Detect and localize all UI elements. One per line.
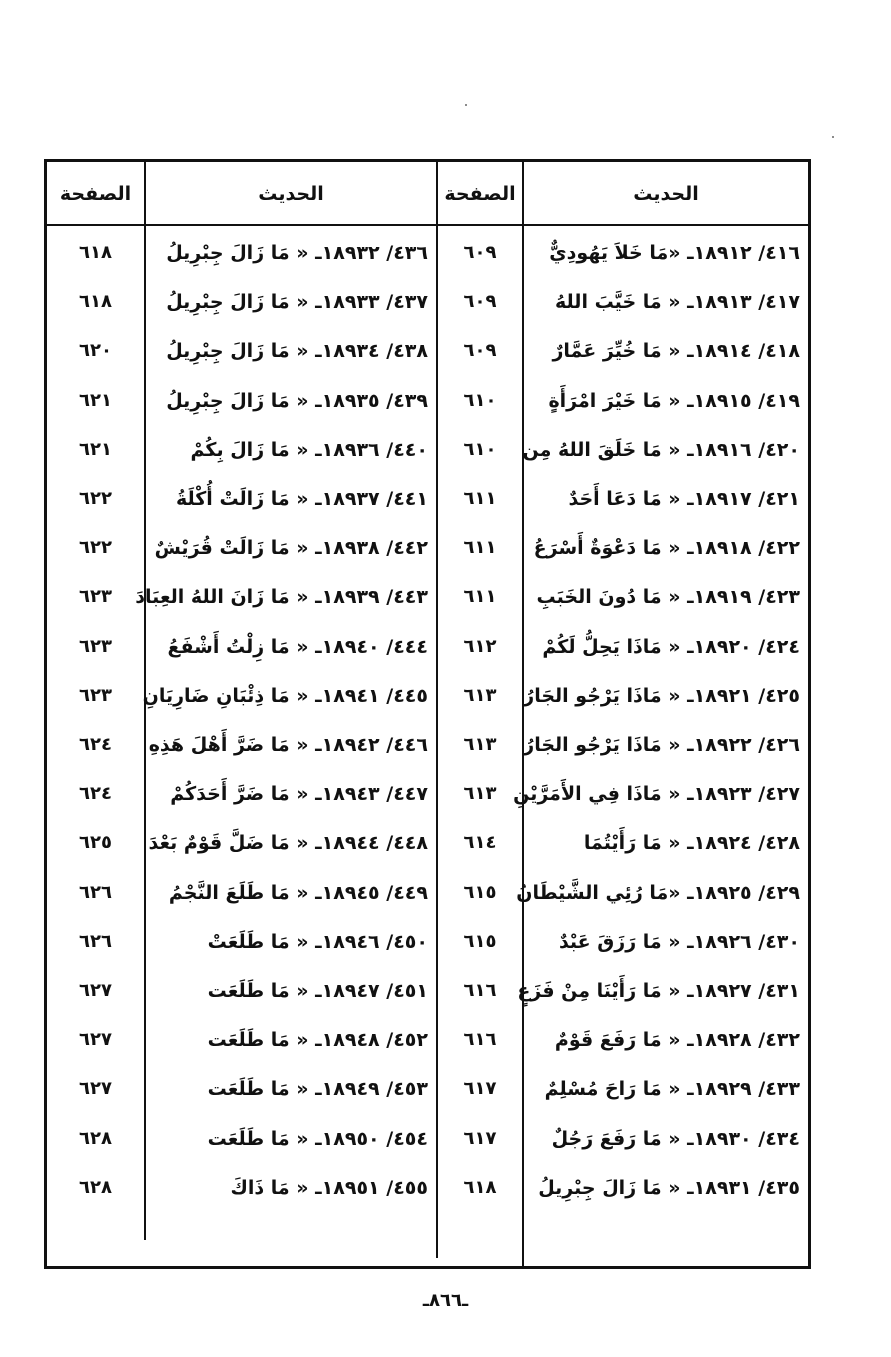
page-ref: ٦١٣ [463, 783, 497, 804]
page-ref: ٦٢٢ [79, 488, 112, 509]
page-ref: ٦١٣ [463, 734, 497, 755]
page-ref: ٦١٨ [79, 242, 112, 263]
page-ref: ٦٢٣ [79, 685, 112, 706]
hadith-entry: ٤١٨/ ١٨٩١٤ـ « مَا خُيِّرَ عَمَّارٌ [552, 340, 800, 362]
hadith-entry: ٤٣٦/ ١٨٩٣٢ـ « مَا زَالَ جِبْرِيلُ [166, 242, 428, 264]
page-ref: ٦٢٠ [79, 340, 112, 361]
hadith-entry: ٤٤٥/ ١٨٩٤١ـ « مَا ذِئْبَانِ ضَارِيَانِ [142, 685, 428, 707]
page-ref: ٦٢٤ [79, 734, 112, 755]
page-ref: ٦٢٧ [79, 1078, 112, 1099]
page-ref: ٦٢٥ [79, 832, 112, 853]
page-ref: ٦١٥ [463, 931, 497, 952]
page-ref: ٦٢٣ [79, 636, 112, 657]
page-ref: ٦١١ [463, 488, 497, 509]
hadith-entry: ٤١٧/ ١٨٩١٣ـ « مَا خَيَّبَ اللهُ [555, 291, 800, 313]
page-ref: ٦١٦ [463, 1029, 497, 1050]
hadith-entry: ٤٥٣/ ١٨٩٤٩ـ « مَا طَلَعَت [207, 1078, 428, 1100]
hadith-entry: ٤٣٠/ ١٨٩٢٦ـ « مَا رَزَقَ عَبْدٌ [558, 931, 800, 953]
hadith-entry: ٤٥٠/ ١٨٩٤٦ـ « مَا طَلَعَتْ [207, 931, 428, 953]
header-divider [47, 224, 808, 226]
header-page-left: الصفحة [59, 183, 132, 205]
page-ref: ٦١٣ [463, 685, 497, 706]
hadith-entry: ٤٤٩/ ١٨٩٤٥ـ « مَا طَلَعَ النَّجْمُ [168, 882, 428, 904]
hadith-entry: ٤٤٤/ ١٨٩٤٠ـ « مَا زِلْتُ أَشْفَعُ [167, 636, 428, 658]
hadith-entry: ٤٣٩/ ١٨٩٣٥ـ « مَا زَالَ جِبْرِيلُ [166, 390, 428, 412]
page-ref: ٦٢٧ [79, 1029, 112, 1050]
index-table [44, 159, 811, 1269]
page-ref: ٦٠٩ [463, 291, 497, 312]
hadith-entry: ٤٢٨/ ١٨٩٢٤ـ « مَا رَأَيْتُمَا [583, 832, 800, 854]
page-ref: ٦٢٨ [79, 1177, 112, 1198]
page-ref: ٦٠٩ [463, 242, 497, 263]
scan-speck [832, 136, 834, 138]
hadith-entry: ٤٤٣/ ١٨٩٣٩ـ « مَا زَانَ اللهُ العِبَادَ [135, 586, 428, 608]
hadith-entry: ٤٤٠/ ١٨٩٣٦ـ « مَا زَالَ بِكُمْ [190, 439, 428, 461]
page-ref: ٦١٢ [463, 636, 497, 657]
page-ref: ٦١٧ [463, 1078, 497, 1099]
page-ref: ٦١١ [463, 537, 497, 558]
hadith-entry: ٤١٦/ ١٨٩١٢ـ «مَا خَلاَ يَهُودِيٌّ [549, 242, 800, 264]
hadith-entry: ٤٢٩/ ١٨٩٢٥ـ «مَا رُئِي الشَّيْطَانُ [516, 882, 800, 904]
page-ref: ٦٢٣ [79, 586, 112, 607]
page-number: ـ٨٦٦ـ [422, 1290, 469, 1311]
page-ref: ٦٢٦ [79, 931, 112, 952]
page-ref: ٦١٤ [463, 832, 497, 853]
page-ref: ٦١٠ [463, 439, 497, 460]
hadith-entry: ٤٤٨/ ١٨٩٤٤ـ « مَا ضَلَّ قَوْمٌ بَعْدَ [148, 832, 428, 854]
page-ref: ٦٢٧ [79, 980, 112, 1001]
page-ref: ٦٢٢ [79, 537, 112, 558]
page-ref: ٦٢٦ [79, 882, 112, 903]
page-ref: ٦٢٤ [79, 783, 112, 804]
header-hadith-left: الحديث [258, 183, 324, 205]
page-ref: ٦١٦ [463, 980, 497, 1001]
hadith-entry: ٤٣٨/ ١٨٩٣٤ـ « مَا زَالَ جِبْرِيلُ [166, 340, 428, 362]
page-ref: ٦٢٨ [79, 1128, 112, 1149]
hadith-entry: ٤٢٧/ ١٨٩٢٣ـ « مَاذَا فِي الأَمَرَّيْنِ [513, 783, 800, 805]
hadith-entry: ٤٤١/ ١٨٩٣٧ـ « مَا زَالَتْ أُكْلَةُ [175, 488, 428, 510]
hadith-entry: ٤٤٧/ ١٨٩٤٣ـ « مَا ضَرَّ أَحَدَكُمْ [170, 783, 428, 805]
page-ref: ٦١١ [463, 586, 497, 607]
page-ref: ٦٢١ [79, 390, 112, 411]
hadith-entry: ٤٣٧/ ١٨٩٣٣ـ « مَا زَالَ جِبْرِيلُ [166, 291, 428, 313]
hadith-entry: ٤٢٥/ ١٨٩٢١ـ « مَاذَا يَرْجُو الجَارُ [523, 685, 800, 707]
hadith-entry: ٤٣١/ ١٨٩٢٧ـ « مَا رَأَيْنَا مِنْ فَزَعٍ [517, 980, 800, 1002]
hadith-entry: ٤١٩/ ١٨٩١٥ـ « مَا خَيْرَ امْرَأَةٍ [548, 390, 800, 412]
page-ref: ٦٠٩ [463, 340, 497, 361]
hadith-entry: ٤٢٠/ ١٨٩١٦ـ « مَا خَلَقَ اللهُ مِن [522, 439, 800, 461]
hadith-entry: ٤٣٥/ ١٨٩٣١ـ « مَا زَالَ جِبْرِيلُ [538, 1177, 800, 1199]
hadith-entry: ٤٥١/ ١٨٩٤٧ـ « مَا طَلَعَت [207, 980, 428, 1002]
page-ref: ٦٢١ [79, 439, 112, 460]
hadith-entry: ٤٣٢/ ١٨٩٢٨ـ « مَا رَفَعَ قَوْمٌ [554, 1029, 800, 1051]
page-ref: ٦١٨ [79, 291, 112, 312]
hadith-entry: ٤٣٤/ ١٨٩٣٠ـ « مَا رَفَعَ رَجُلٌ [551, 1128, 800, 1150]
hadith-entry: ٤٥٢/ ١٨٩٤٨ـ « مَا طَلَعَت [207, 1029, 428, 1051]
page-ref: ٦١٠ [463, 390, 497, 411]
hadith-entry: ٤٢٤/ ١٨٩٢٠ـ « مَاذَا يَحِلُّ لَكُمْ [542, 636, 800, 658]
hadith-entry: ٤٤٢/ ١٨٩٣٨ـ « مَا زَالَتْ قُرَيْشٌ [154, 537, 428, 559]
page-ref: ٦١٥ [463, 882, 497, 903]
scan-speck [465, 104, 467, 106]
hadith-entry: ٤٢٦/ ١٨٩٢٢ـ « مَاذَا يَرْجُو الجَارُ [523, 734, 800, 756]
hadith-entry: ٤٥٥/ ١٨٩٥١ـ « مَا ذَاكَ [230, 1177, 428, 1199]
header-page-right: الصفحة [444, 183, 516, 205]
hadith-entry: ٤٤٦/ ١٨٩٤٢ـ « مَا ضَرَّ أَهْلَ هَذِهِ [148, 734, 428, 756]
hadith-entry: ٤٣٣/ ١٨٩٢٩ـ « مَا رَاحَ مُسْلِمٌ [544, 1078, 800, 1100]
hadith-entry: ٤٢٢/ ١٨٩١٨ـ « مَا دَعْوَةٌ أَسْرَعُ [533, 537, 800, 559]
header-hadith-right: الحديث [633, 183, 699, 205]
hadith-entry: ٤٥٤/ ١٨٩٥٠ـ « مَا طَلَعَت [207, 1128, 428, 1150]
hadith-entry: ٤٢٣/ ١٨٩١٩ـ « مَا دُونَ الخَبَبِ [536, 586, 800, 608]
hadith-entry: ٤٢١/ ١٨٩١٧ـ « مَا دَعَا أَحَدٌ [568, 488, 800, 510]
page-ref: ٦١٧ [463, 1128, 497, 1149]
page-ref: ٦١٨ [463, 1177, 497, 1198]
